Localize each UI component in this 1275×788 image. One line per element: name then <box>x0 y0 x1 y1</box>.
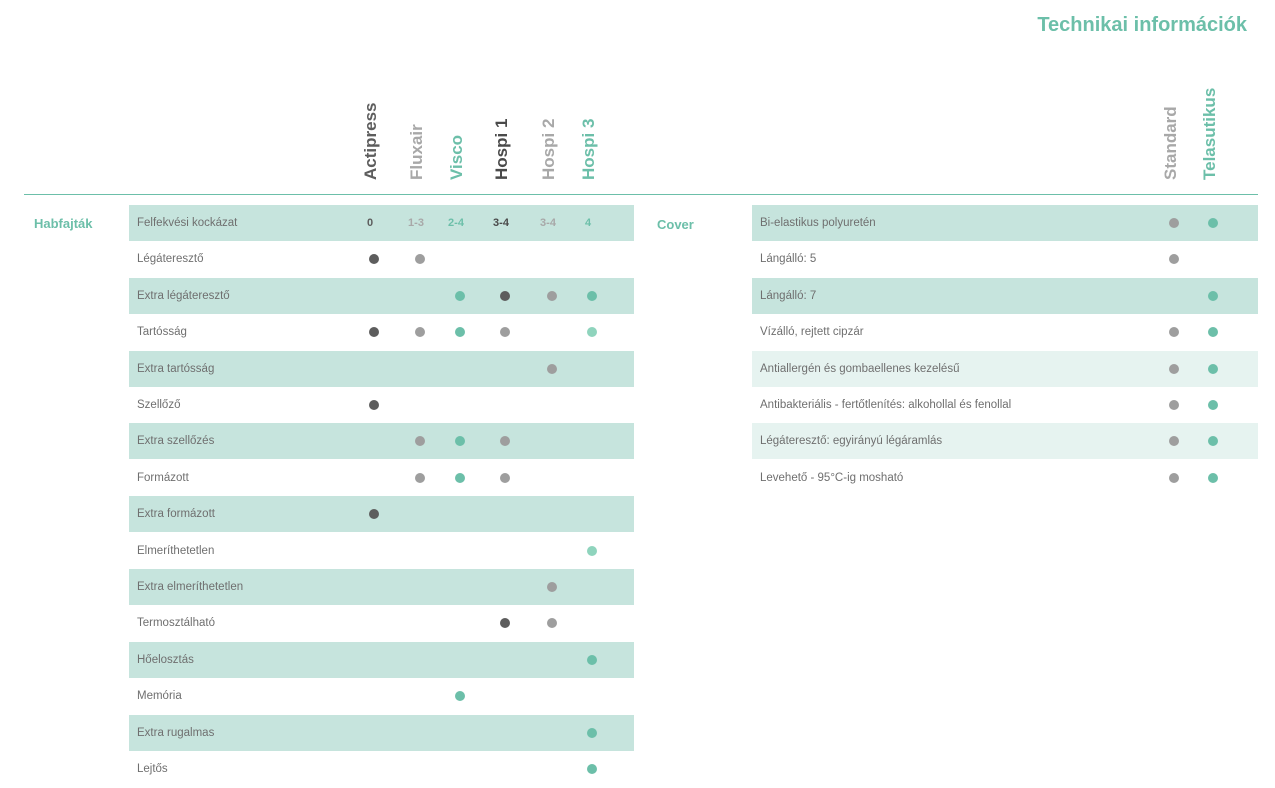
column-header-visco <box>447 60 473 180</box>
table-row <box>129 351 634 387</box>
row-label: Extra szellőzés <box>137 435 215 448</box>
feature-dot-hospi-2 <box>547 582 557 592</box>
table-row <box>752 278 1258 314</box>
feature-dot-hospi-3 <box>587 327 597 337</box>
table-row <box>129 678 634 714</box>
table-row <box>129 715 634 751</box>
table-row <box>129 460 634 496</box>
column-header-standard <box>1161 60 1187 180</box>
row-label: Extra tartósság <box>137 362 215 375</box>
feature-dot-fluxair <box>415 327 425 337</box>
feature-dot-visco <box>455 327 465 337</box>
table-row <box>129 205 634 241</box>
row-label: Hőelosztás <box>137 653 194 666</box>
row-label: Levehető - 95°C-ig mosható <box>760 471 904 484</box>
row-label: Lángálló: 5 <box>760 253 817 266</box>
feature-dot-hospi-3 <box>587 546 597 556</box>
row-label: Légáteresztő: egyirányú légáramlás <box>760 435 943 448</box>
table-row <box>129 751 634 787</box>
feature-dot-standard <box>1169 473 1179 483</box>
feature-dot-telasutikus <box>1208 473 1218 483</box>
row-label: Antiallergén és gombaellenes kezelésű <box>760 362 960 375</box>
row-label: Extra formázott <box>137 508 215 521</box>
column-header-hospi-2 <box>539 60 565 180</box>
feature-dot-telasutikus <box>1208 364 1218 374</box>
risk-value: 3-4 <box>493 217 509 229</box>
feature-dot-telasutikus <box>1208 291 1218 301</box>
feature-dot-hospi-2 <box>547 291 557 301</box>
table-row <box>129 387 634 423</box>
table-row <box>129 642 634 678</box>
feature-dot-hospi-3 <box>587 764 597 774</box>
table-row <box>129 496 634 532</box>
column-header-telasutikus <box>1200 60 1226 180</box>
feature-dot-standard <box>1169 364 1179 374</box>
feature-dot-hospi-3 <box>587 728 597 738</box>
row-label: Szellőző <box>137 399 181 411</box>
column-header-label: Hospi 1 <box>492 118 511 180</box>
risk-value: 2-4 <box>448 217 464 229</box>
feature-dot-telasutikus <box>1208 400 1218 410</box>
table-row <box>129 533 634 569</box>
feature-dot-hospi-2 <box>547 364 557 374</box>
row-label: Extra rugalmas <box>137 726 215 739</box>
feature-dot-fluxair <box>415 254 425 264</box>
feature-dot-hospi-3 <box>587 291 597 301</box>
table-row <box>129 569 634 605</box>
cover-section-label: Cover <box>657 217 694 232</box>
column-header-label: Telasutikus <box>1200 87 1219 180</box>
table-row <box>129 423 634 459</box>
page-title: Technikai információk <box>1037 14 1247 36</box>
feature-dot-visco <box>455 473 465 483</box>
feature-dot-fluxair <box>415 436 425 446</box>
feature-dot-hospi-1 <box>500 291 510 301</box>
feature-dot-visco <box>455 436 465 446</box>
feature-dot-telasutikus <box>1208 218 1218 228</box>
column-header-label: Hospi 3 <box>579 118 598 180</box>
feature-dot-actipress <box>369 254 379 264</box>
table-row <box>752 387 1258 423</box>
row-label: Elmeríthetetlen <box>137 544 215 557</box>
feature-dot-fluxair <box>415 473 425 483</box>
table-row <box>129 241 634 277</box>
table-row <box>752 241 1258 277</box>
feature-dot-telasutikus <box>1208 436 1218 446</box>
feature-dot-hospi-1 <box>500 327 510 337</box>
table-row <box>129 314 634 350</box>
column-header-label: Actipress <box>361 102 380 180</box>
column-header-actipress <box>361 60 387 180</box>
feature-dot-actipress <box>369 509 379 519</box>
table-row <box>752 423 1258 459</box>
feature-dot-hospi-1 <box>500 618 510 628</box>
feature-dot-actipress <box>369 400 379 410</box>
row-label: Vízálló, rejtett cipzár <box>760 326 864 339</box>
table-row <box>752 205 1258 241</box>
column-header-label: Standard <box>1161 106 1180 180</box>
column-header-fluxair <box>407 60 433 180</box>
row-label: Lángálló: 7 <box>760 289 817 302</box>
table-row <box>752 460 1258 496</box>
row-label: Extra elmeríthetetlen <box>137 581 244 593</box>
feature-dot-actipress <box>369 327 379 337</box>
feature-dot-hospi-3 <box>587 655 597 665</box>
row-label: Tartósság <box>137 326 187 339</box>
feature-dot-standard <box>1169 400 1179 410</box>
foam-section-label: Habfajták <box>34 216 93 231</box>
feature-dot-hospi-1 <box>500 473 510 483</box>
table-row <box>752 351 1258 387</box>
feature-dot-standard <box>1169 218 1179 228</box>
row-label: Termosztálható <box>137 617 215 630</box>
feature-dot-visco <box>455 691 465 701</box>
feature-dot-standard <box>1169 436 1179 446</box>
feature-dot-visco <box>455 291 465 301</box>
column-header-label: Visco <box>447 134 466 180</box>
feature-dot-hospi-1 <box>500 436 510 446</box>
row-label: Formázott <box>137 471 189 484</box>
row-label: Extra légáteresztő <box>137 289 230 302</box>
table-row <box>752 314 1258 350</box>
table-row <box>129 605 634 641</box>
feature-dot-standard <box>1169 327 1179 337</box>
feature-dot-standard <box>1169 254 1179 264</box>
header-rule <box>24 194 1258 195</box>
table-row <box>129 278 634 314</box>
feature-dot-telasutikus <box>1208 327 1218 337</box>
row-label: Felfekvési kockázat <box>137 217 238 229</box>
column-header-hospi-3 <box>579 60 605 180</box>
column-header-label: Hospi 2 <box>539 118 558 180</box>
row-label: Memória <box>137 690 182 703</box>
risk-value: 3-4 <box>540 217 556 229</box>
row-label: Antibakteriális - fertőtlenítés: alkohollal és fenollal <box>760 399 1012 411</box>
row-label: Bi-elastikus polyuretén <box>760 217 876 229</box>
risk-value: 1-3 <box>408 217 424 229</box>
risk-value: 0 <box>366 217 374 229</box>
row-label: Légáteresztő <box>137 253 204 266</box>
column-header-hospi-1 <box>492 60 518 180</box>
feature-dot-hospi-2 <box>547 618 557 628</box>
risk-value: 4 <box>584 217 592 229</box>
row-label: Lejtős <box>137 763 168 775</box>
column-header-label: Fluxair <box>407 124 426 180</box>
